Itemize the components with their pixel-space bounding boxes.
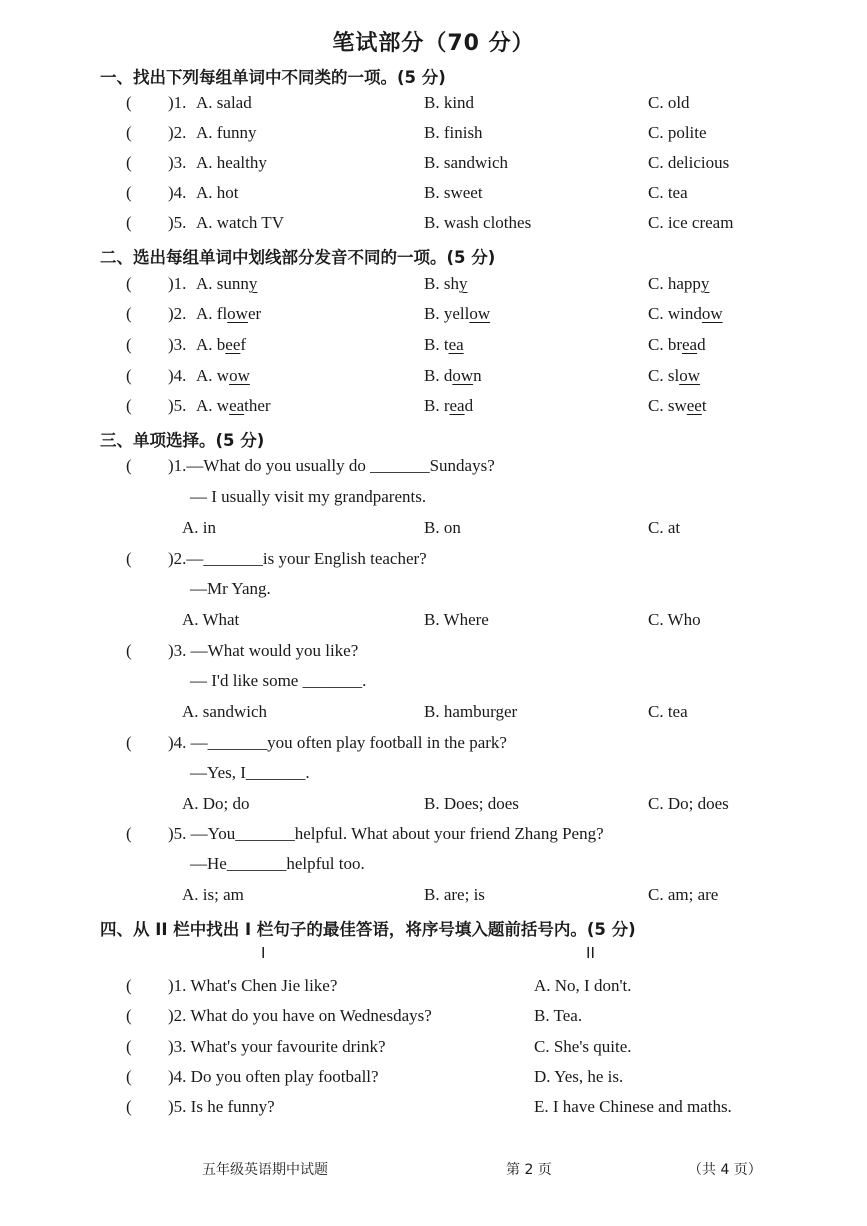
question-number: )1.	[168, 274, 187, 293]
option-c: C. ice cream	[648, 213, 734, 232]
question-text: )2.—_______is your English teacher?	[168, 549, 427, 568]
answer-option: A. No, I don't.	[534, 976, 632, 995]
underlined-sound: ow	[469, 304, 491, 323]
s3-question-3-options	[0, 702, 867, 726]
question-text: )1. What's Chen Jie like?	[168, 976, 338, 995]
underlined-sound: ea	[448, 335, 464, 354]
question-number: )1.	[168, 93, 187, 112]
option-a: A. watch TV	[196, 213, 284, 232]
s2-question-1	[0, 274, 867, 298]
option-a: A. weather	[196, 396, 271, 415]
footer-page-total: （共 4 页）	[688, 1162, 762, 1178]
answer-option: D. Yes, he is.	[534, 1067, 624, 1086]
answer-bracket[interactable]: (	[126, 976, 132, 995]
s3-question-2	[0, 549, 867, 573]
answer-bracket[interactable]: (	[126, 1067, 132, 1086]
option-b: B. shy	[424, 274, 468, 293]
option-c: C. delicious	[648, 153, 730, 172]
s4-question-3	[0, 1037, 867, 1061]
option-a: A. in	[182, 518, 216, 537]
question-number: )4.	[168, 183, 187, 202]
option-a: A. funny	[196, 123, 257, 142]
question-text: )4. Do you often play football?	[168, 1067, 379, 1086]
answer-bracket[interactable]: (	[126, 304, 132, 323]
underlined-sound: ea	[682, 335, 698, 354]
section-1-heading: 一、找出下列每组单词中不同类的一项。(5 分)	[100, 68, 446, 87]
s4-question-2	[0, 1006, 867, 1030]
section-3-heading: 三、单项选择。(5 分)	[100, 431, 265, 450]
s2-question-4	[0, 366, 867, 390]
answer-bracket[interactable]: (	[126, 396, 132, 415]
section-4-heading: 四、从 II 栏中找出 I 栏句子的最佳答语，将序号填入题前括号内。(5 分)	[100, 920, 636, 939]
question-number: )2.	[168, 123, 187, 142]
answer-bracket[interactable]: (	[126, 274, 132, 293]
s3-question-4-reply	[0, 763, 867, 787]
option-c: C. old	[648, 93, 690, 112]
s3-question-1	[0, 456, 867, 480]
option-b: B. yellow	[424, 304, 491, 323]
answer-bracket[interactable]: (	[126, 641, 132, 660]
option-c: C. Do; does	[648, 794, 729, 813]
option-b: B. are; is	[424, 885, 485, 904]
s3-question-1-reply	[0, 487, 867, 511]
answer-bracket[interactable]: (	[126, 183, 132, 202]
option-a: A. What	[182, 610, 240, 629]
dialogue-reply: —He_______helpful too.	[190, 854, 365, 873]
s1-question-2	[0, 123, 867, 147]
option-b: B. on	[424, 518, 461, 537]
answer-bracket[interactable]: (	[126, 153, 132, 172]
option-a: A. healthy	[196, 153, 267, 172]
option-a: A. sandwich	[182, 702, 267, 721]
option-c: C. tea	[648, 183, 688, 202]
option-c: C. Who	[648, 610, 701, 629]
option-c: C. slow	[648, 366, 700, 385]
question-text: )5. —You_______helpful. What about your friend Zhang Peng?	[168, 824, 604, 843]
underlined-sound: ow	[229, 366, 250, 385]
question-number: )3.	[168, 153, 187, 172]
answer-option: B. Tea.	[534, 1006, 583, 1025]
underlined-sound: y	[458, 274, 468, 293]
s1-question-1	[0, 93, 867, 117]
underlined-sound: y	[700, 274, 710, 293]
option-c: C. polite	[648, 123, 707, 142]
option-c: C. happy	[648, 274, 710, 293]
dialogue-reply: — I usually visit my grandparents.	[190, 487, 427, 506]
option-c: C. bread	[648, 335, 706, 354]
option-b: B. kind	[424, 93, 475, 112]
s3-question-2-reply	[0, 579, 867, 603]
s4-question-5	[0, 1097, 867, 1121]
option-c: C. am; are	[648, 885, 719, 904]
s2-question-2	[0, 304, 867, 328]
s4-question-4	[0, 1067, 867, 1091]
option-c: C. tea	[648, 702, 688, 721]
page-title: 笔试部分（70 分）	[332, 31, 535, 56]
question-text: )4. —_______you often play football in the park?	[168, 733, 507, 752]
option-b: B. read	[424, 396, 474, 415]
question-number: )4.	[168, 366, 187, 385]
underlined-sound: ea	[449, 396, 465, 415]
answer-bracket[interactable]: (	[126, 733, 132, 752]
s3-question-5-options	[0, 885, 867, 909]
option-a: A. hot	[196, 183, 239, 202]
answer-bracket[interactable]: (	[126, 213, 132, 232]
question-text: )3. —What would you like?	[168, 641, 359, 660]
question-number: )2.	[168, 304, 187, 323]
question-number: )5.	[168, 213, 187, 232]
s3-question-2-options	[0, 610, 867, 634]
underlined-sound: ow	[227, 304, 248, 323]
s4-question-1	[0, 976, 867, 1000]
column-i-heading: I	[261, 945, 266, 962]
s2-question-3	[0, 335, 867, 359]
answer-bracket[interactable]: (	[126, 1097, 132, 1116]
answer-option: E. I have Chinese and maths.	[534, 1097, 732, 1116]
option-b: B. tea	[424, 335, 464, 354]
underlined-sound: ee	[225, 335, 241, 354]
underlined-sound: ow	[679, 366, 700, 385]
underlined-sound: ow	[452, 366, 474, 385]
answer-option: C. She's quite.	[534, 1037, 632, 1056]
column-ii-heading: II	[586, 945, 595, 962]
answer-bracket[interactable]: (	[126, 824, 132, 843]
answer-bracket[interactable]: (	[126, 549, 132, 568]
underlined-sound: ea	[229, 396, 245, 415]
option-c: C. window	[648, 304, 723, 323]
option-a: A. beef	[196, 335, 247, 354]
option-a: A. wow	[196, 366, 250, 385]
option-b: B. sandwich	[424, 153, 509, 172]
option-a: A. sunny	[196, 274, 258, 293]
question-text: )3. What's your favourite drink?	[168, 1037, 386, 1056]
underlined-sound: ee	[686, 396, 702, 415]
answer-bracket[interactable]: (	[126, 1037, 132, 1056]
question-number: )3.	[168, 335, 187, 354]
dialogue-reply: —Mr Yang.	[190, 579, 271, 598]
option-b: B. down	[424, 366, 482, 385]
option-a: A. Do; do	[182, 794, 250, 813]
s3-question-4-options	[0, 794, 867, 818]
option-c: C. sweet	[648, 396, 707, 415]
section-2-heading: 二、选出每组单词中划线部分发音不同的一项。(5 分)	[100, 248, 496, 267]
s1-question-3	[0, 153, 867, 177]
answer-bracket[interactable]: (	[126, 366, 132, 385]
underlined-sound: y	[248, 274, 258, 293]
option-b: B. finish	[424, 123, 483, 142]
option-c: C. at	[648, 518, 681, 537]
question-text: )5. Is he funny?	[168, 1097, 275, 1116]
option-b: B. Where	[424, 610, 489, 629]
option-a: A. flower	[196, 304, 262, 323]
s3-question-5	[0, 824, 867, 848]
question-text: )1.—What do you usually do _______Sundays?	[168, 456, 495, 475]
footer-page-number: 第 2 页	[506, 1162, 552, 1178]
option-b: B. wash clothes	[424, 213, 532, 232]
s2-question-5	[0, 396, 867, 420]
s1-question-5	[0, 213, 867, 237]
option-b: B. sweet	[424, 183, 483, 202]
answer-bracket[interactable]: (	[126, 456, 132, 475]
option-a: A. is; am	[182, 885, 244, 904]
s3-question-5-reply	[0, 854, 867, 878]
s3-question-4	[0, 733, 867, 757]
option-b: B. hamburger	[424, 702, 518, 721]
answer-bracket[interactable]: (	[126, 1006, 132, 1025]
dialogue-reply: — I'd like some _______.	[190, 671, 367, 690]
option-a: A. salad	[196, 93, 252, 112]
s1-question-4	[0, 183, 867, 207]
footer-exam-name: 五年级英语期中试题	[202, 1162, 328, 1178]
underlined-sound: ow	[701, 304, 723, 323]
question-text: )2. What do you have on Wednesdays?	[168, 1006, 432, 1025]
s3-question-1-options	[0, 518, 867, 542]
question-number: )5.	[168, 396, 187, 415]
dialogue-reply: —Yes, I_______.	[190, 763, 310, 782]
answer-bracket[interactable]: (	[126, 93, 132, 112]
option-b: B. Does; does	[424, 794, 519, 813]
s3-question-3-reply	[0, 671, 867, 695]
answer-bracket[interactable]: (	[126, 123, 132, 142]
s3-question-3	[0, 641, 867, 665]
answer-bracket[interactable]: (	[126, 335, 132, 354]
